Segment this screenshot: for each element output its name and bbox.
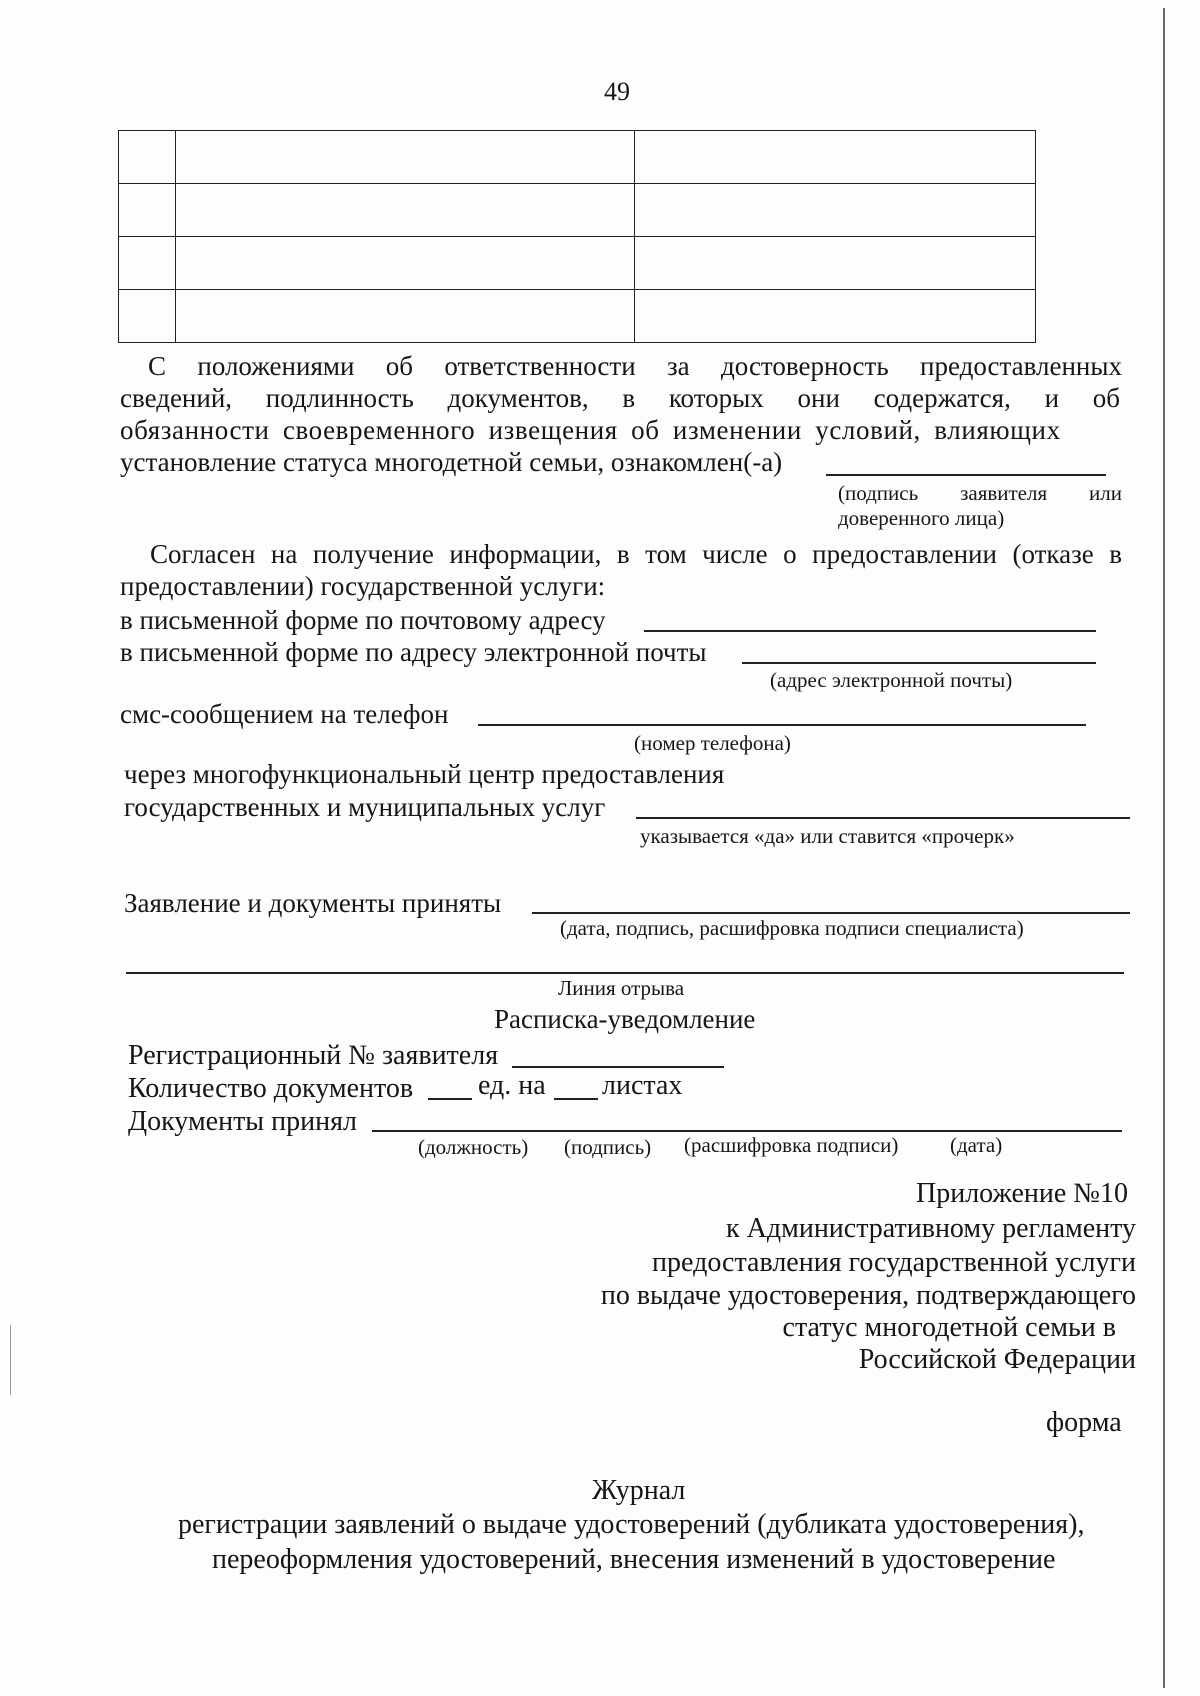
- table-row: [119, 290, 1036, 343]
- accepted-caption: (дата, подпись, расшифровка подписи специалиста): [560, 916, 1024, 940]
- caption-position: (должность): [418, 1135, 529, 1159]
- table-row: [119, 131, 1036, 184]
- consent-line-1: Согласен на получение информации, в том числе о предоставлении (отказе в: [150, 539, 1122, 569]
- appendix-line-3: предоставления государственной услуги: [652, 1247, 1136, 1278]
- accepted-label: Заявление и документы приняты: [124, 888, 502, 918]
- acknowledge-signature-line: [826, 474, 1106, 476]
- consent-line-2: предоставлении) государственной услуги:: [120, 571, 606, 601]
- journal-line-1: регистрации заявлений о выдаче удостоверений (дубликата удостоверения),: [178, 1509, 1085, 1540]
- caption-decode: (расшифровка подписи): [684, 1133, 899, 1157]
- sms-line: [478, 724, 1086, 726]
- scan-edge-right: [1163, 8, 1165, 1688]
- email-caption: (адрес электронной почты): [770, 668, 1013, 692]
- accepted-by-line: [372, 1130, 1122, 1132]
- table-row: [119, 184, 1036, 237]
- appendix-line-1: Приложение №10: [916, 1178, 1128, 1209]
- reg-number-label: Регистрационный № заявителя: [128, 1040, 499, 1071]
- email-label: в письменной форме по адресу электронной почты: [120, 637, 707, 667]
- signature-caption-2: доверенного лица): [838, 506, 1005, 530]
- scan-edge-left: [10, 1325, 11, 1395]
- mfc-caption: указывается «да» или ставится «прочерк»: [640, 824, 1015, 848]
- reg-number-line: [512, 1066, 724, 1068]
- tear-line: [126, 972, 1124, 974]
- appendix-line-6: Российской Федерации: [858, 1344, 1136, 1375]
- doc-count-label: Количество документов: [128, 1073, 414, 1104]
- postal-label: в письменной форме по почтовому адресу: [120, 605, 606, 635]
- appendix-line-4: по выдаче удостоверения, подтверждающего: [600, 1280, 1136, 1311]
- doc-count-sheets: листах: [602, 1070, 683, 1101]
- responsibility-line-2: сведений, подлинность документов, в которых они содержатся, и об: [120, 383, 1120, 413]
- page-number: 49: [604, 77, 630, 106]
- tear-line-label: Линия отрыва: [558, 976, 685, 1000]
- postal-line: [644, 630, 1096, 632]
- sms-caption: (номер телефона): [634, 731, 791, 755]
- journal-title: Журнал: [592, 1475, 686, 1506]
- caption-signature: (подпись): [564, 1135, 652, 1159]
- appendix-line-2: к Административному регламенту: [726, 1213, 1136, 1244]
- sheet-count-line: [554, 1098, 598, 1100]
- doc-count-unit: ед. на: [478, 1070, 546, 1101]
- appendix-line-5: статус многодетной семьи в: [782, 1312, 1116, 1343]
- responsibility-line-3: обязанности своевременного извещения об изменении условий, влияющих: [120, 415, 1061, 445]
- responsibility-line-1: С положениями об ответственности за достоверность предоставленных: [148, 351, 1122, 381]
- mfc-line-2: государственных и муниципальных услуг: [124, 792, 606, 822]
- continuation-table: [118, 130, 1036, 343]
- doc-count-line: [428, 1098, 472, 1100]
- accepted-by-label: Документы принял: [128, 1106, 357, 1137]
- sms-label: смс-сообщением на телефон: [120, 699, 449, 729]
- form-label: форма: [1046, 1407, 1122, 1438]
- mfc-line-1: через многофункциональный центр предоставления: [124, 759, 725, 789]
- accepted-line: [532, 912, 1130, 914]
- table-row: [119, 237, 1036, 290]
- caption-date: (дата): [950, 1133, 1003, 1157]
- responsibility-line-4: установление статуса многодетной семьи, ознакомлен(-а): [120, 447, 783, 477]
- receipt-title: Расписка-уведомление: [494, 1004, 756, 1034]
- signature-caption-1: (подпись заявителя или: [838, 481, 1122, 505]
- mfc-line: [636, 817, 1130, 819]
- email-line: [742, 662, 1096, 664]
- journal-line-2: переоформления удостоверений, внесения изменений в удостоверение: [212, 1544, 1056, 1575]
